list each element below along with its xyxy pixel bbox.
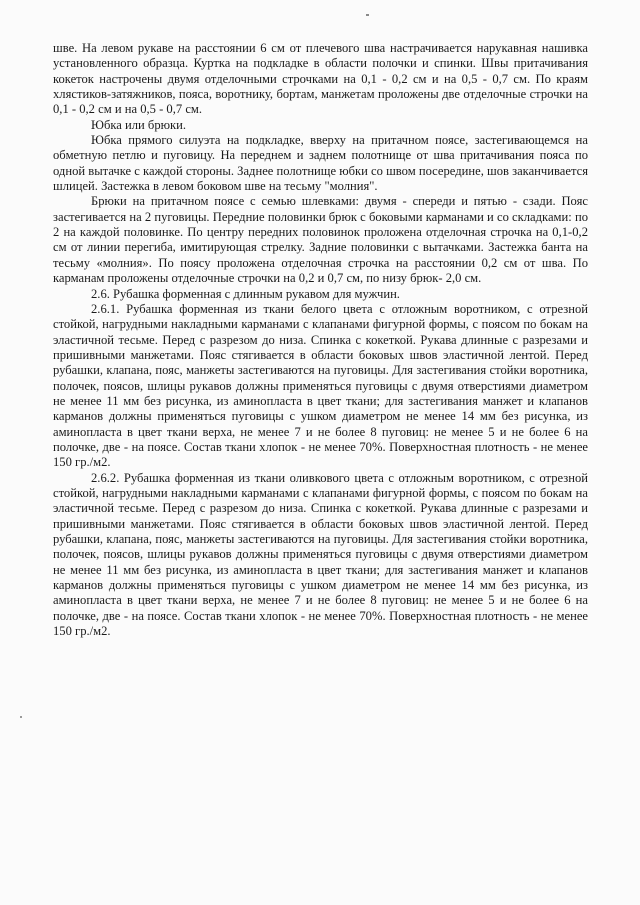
paragraph-shirt-olive: 2.6.2. Рубашка форменная из ткани оливкового цвета с отложным воротником, с отрезной стойкой, нагрудными накладными карманами с клапанами фигурной формы, с поясом по бокам на эластичной тесьме. Перед с разрезом до низа. Спинка с кокеткой. Рукава длинные с разрезами и пришивными манжетами. Пояс стягивается в области боковых швов эластичной лентой. Перед рубашки, клапана, пояс, манжеты застегиваются на пуговицы. Для застегивания стойки воротника, полочек, поясов, шлицы рукавов должны применяться пуговицы с двумя отверстиями диаметром не менее 11 мм без рисунка, из аминопласта в цвет ткани; для застегивания манжет и клапанов карманов должны применяться пуговицы с ушком диаметром не менее 14 мм без рисунка, из аминопласта в цвет ткани верха, не менее 7 и не более 8 пуговиц: не менее 5 и не более 6 на полочке, две - на поясе. Состав ткани хлопок - не менее 70%. Поверхностная плотность - не менее 150 гр./м2.	[53, 470, 588, 639]
paragraph-skirt: Юбка прямого силуэта на подкладке, вверху на притачном поясе, застегивающемся на обметную петлю и пуговицу. На переднем и заднем полотнище от шва притачивания пояса по одной вытачке с каждой стороны. Заднее полотнище юбки со швом посередине, шов заканчивается шлицей. Застежка в левом боковом шве на тесьму "молния".	[53, 133, 588, 194]
paragraph-trousers: Брюки на притачном поясе с семью шлевками: двумя - спереди и пятью - сзади. Пояс застегивается на 2 пуговицы. Передние половинки брюк с боковыми карманами и со складками: по 2 на каждой половинке. По центру передних половинок проложена отделочная строчка на 0,1-0,2 см от линии перегиба, имитирующая стрелку. Задние половинки с вытачками. Застежка банта на тесьму «молния». По поясу проложена отделочная строчка на расстоянии 0,2 см от шва. По карманам проложены отделочные строчки на 0,2 и 0,7 см, по низу брюк- 2,0 см.	[53, 194, 588, 286]
section-heading-skirt-or-trousers: Юбка или брюки.	[91, 117, 187, 132]
scan-artifact	[20, 716, 22, 718]
paragraph-shirt-white: 2.6.1. Рубашка форменная из ткани белого цвета с отложным воротником, с отрезной стойкой, нагрудными накладными карманами с клапанами фигурной формы, с поясом по бокам на эластичной тесьме. Перед с разрезом до низа. Спинка с кокеткой. Рукава длинные с разрезами и пришивными манжетами. Пояс стягивается в области боковых швов эластичной лентой. Перед рубашки, клапана, пояс, манжеты застегиваются на пуговицы. Для застегивания стойки воротника, полочек, поясов, шлицы рукавов должны применяться пуговицы с двумя отверстиями диаметром не менее 11 мм без рисунка, из аминопласта в цвет ткани; для застегивания манжет и клапанов карманов должны применяться пуговицы с ушком диаметром не менее 14 мм без рисунка, из аминопласта в цвет ткани верха, не менее 7 и не более 8 пуговиц: не менее 5 и не более 6 на полочке, две - на поясе. Состав ткани хлопок - не менее 70%. Поверхностная плотность - не менее 150 гр./м2.	[53, 301, 588, 470]
paragraph-jacket-end: шве. На левом рукаве на расстоянии 6 см от плечевого шва настрачивается нарукавная нашивка установленного образца. Куртка на подкладке в области полочки и спинки. Швы притачивания кокеток настрочены двумя отделочными строчками на 0,1 - 0,2 см и на 0,5 - 0,7 см. По краям хлястиков-затяжников, пояса, воротнику, бортам, манжетам проложены две отделочные строчки на 0,1 - 0,2 см и на 0,5 - 0,7 см.	[53, 41, 588, 117]
document-body	[53, 41, 588, 639]
scan-artifact	[366, 14, 369, 16]
section-heading-shirt: 2.6. Рубашка форменная с длинным рукавом для мужчин.	[91, 286, 400, 301]
